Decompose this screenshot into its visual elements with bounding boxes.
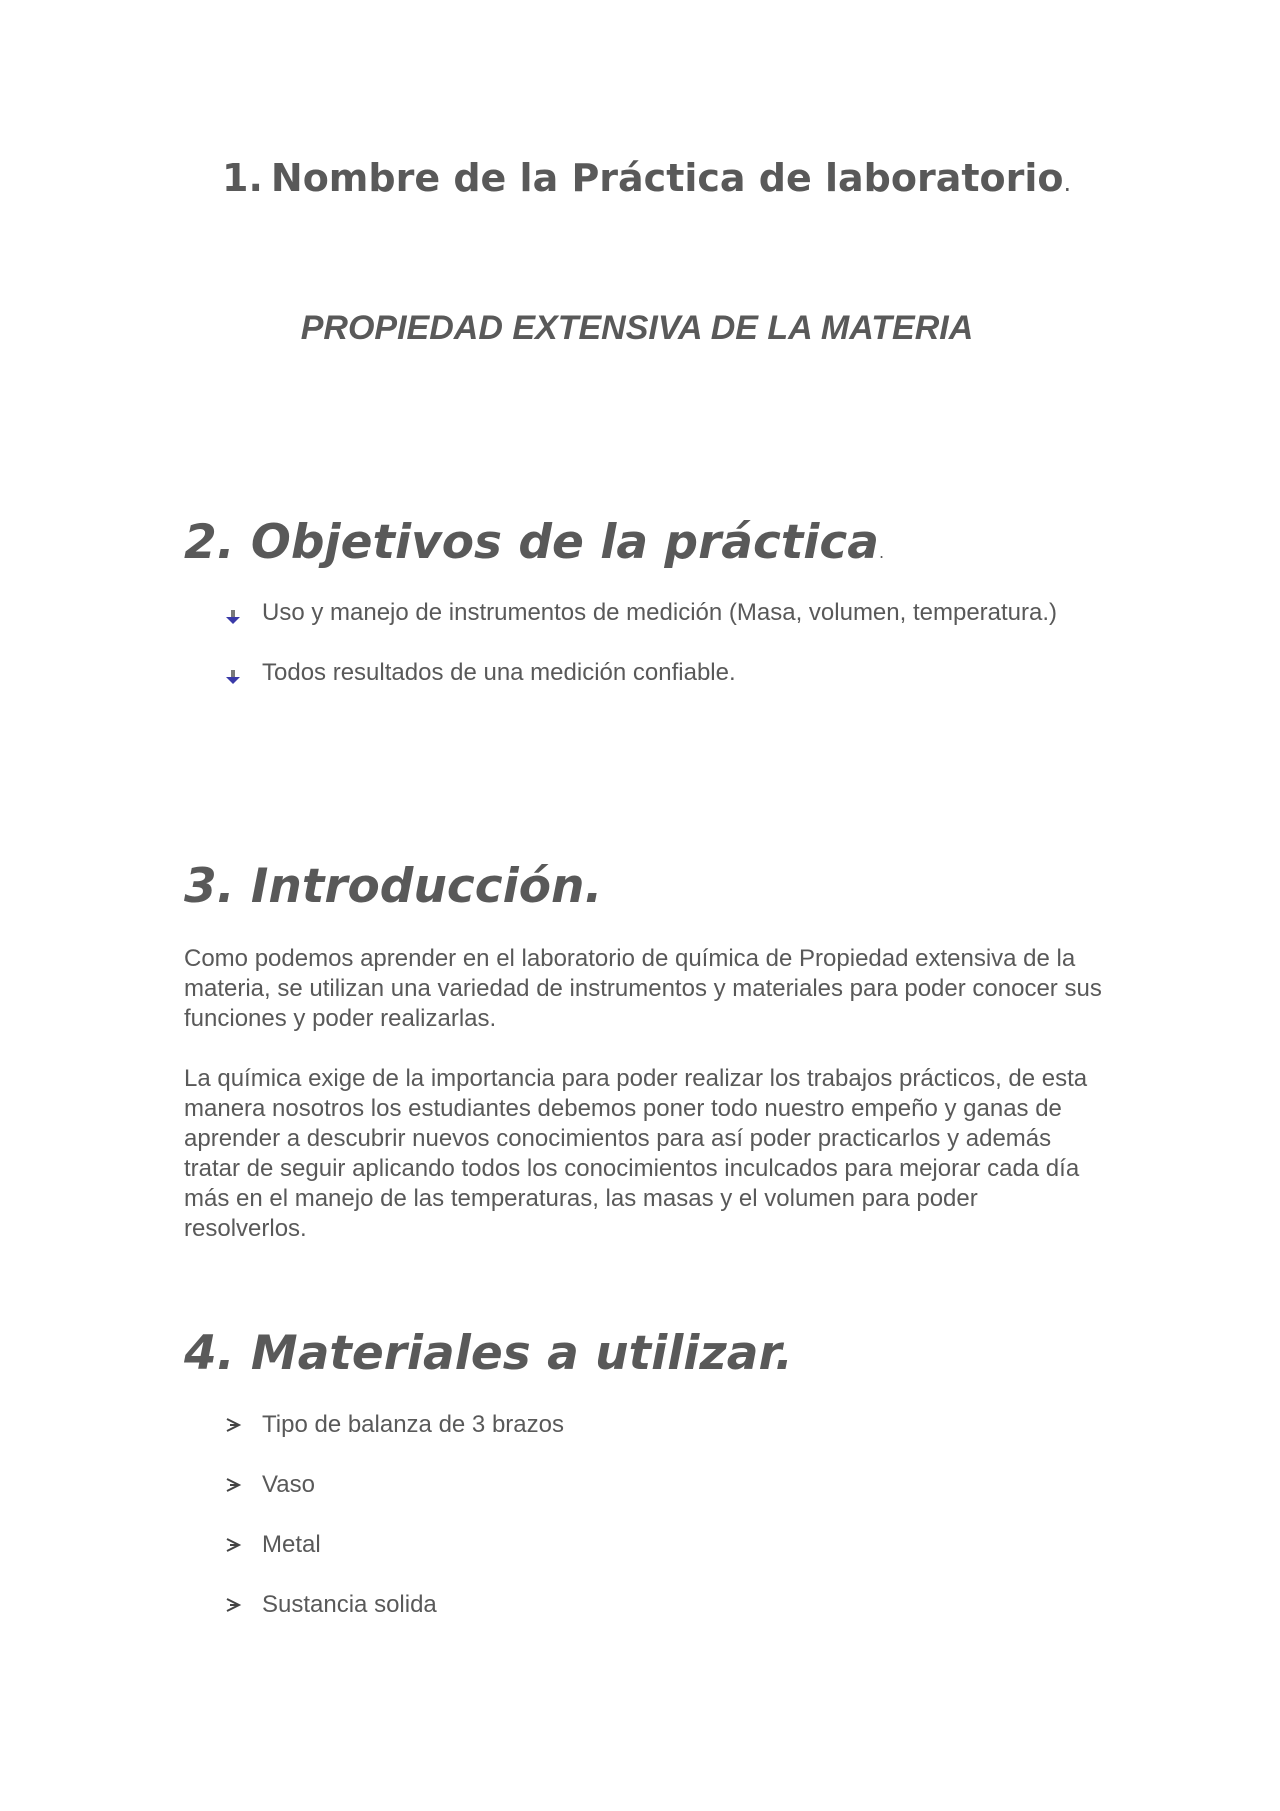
materials-list <box>224 1410 1104 1650</box>
arrowhead-bullet-icon <box>224 1536 242 1554</box>
section-4-title: 4. Materiales a utilizar. <box>184 1326 793 1381</box>
arrowhead-bullet-icon <box>224 1476 242 1494</box>
list-item <box>224 1590 1104 1620</box>
objective-text: Todos resultados de una medición confiable. <box>262 659 736 686</box>
list-item <box>224 658 1104 688</box>
section-2-heading <box>184 514 884 582</box>
list-item <box>224 1470 1104 1500</box>
arrow-down-bullet-icon <box>224 604 242 622</box>
arrowhead-bullet-icon <box>224 1416 242 1434</box>
section-3-heading <box>184 858 602 916</box>
list-item <box>224 1530 1104 1560</box>
list-item <box>224 598 1104 628</box>
practice-name <box>0 308 1280 348</box>
section-1-period: . <box>1063 169 1072 197</box>
list-item <box>224 1410 1104 1440</box>
material-text: Tipo de balanza de 3 brazos <box>262 1411 564 1438</box>
material-text: Metal <box>262 1531 321 1558</box>
material-text: Sustancia solida <box>262 1591 437 1618</box>
section-2-period: . <box>878 543 885 562</box>
objectives-list <box>224 598 1104 718</box>
section-3-title: 3. Introducción. <box>184 859 603 914</box>
objective-text: Uso y manejo de instrumentos de medición (Masa, volumen, temperatura.) <box>262 599 1058 626</box>
section-2-title: 2. Objetivos de la práctica <box>184 515 879 570</box>
intro-paragraph: Como podemos aprender en el laboratorio de química de Propiedad extensiva de la materia, se utilizan una variedad de instrumentos y materiales para poder conocer sus funciones y poder realizarlas. <box>184 945 1102 1032</box>
material-text: Vaso <box>262 1471 315 1498</box>
arrow-down-bullet-icon <box>224 664 242 682</box>
section-1-heading <box>222 152 1071 209</box>
section-1-number: 1. <box>222 156 263 200</box>
section-1-title: Nombre de la Práctica de laboratorio <box>270 156 1064 200</box>
practice-name-text: PROPIEDAD EXTENSIVA DE LA MATERIA <box>300 309 974 347</box>
section-4-heading <box>184 1325 793 1383</box>
arrowhead-bullet-icon <box>224 1596 242 1614</box>
intro-paragraph: La química exige de la importancia para poder realizar los trabajos prácticos, de esta manera nosotros los estudiantes debemos poner todo nuestro empeño y ganas de aprender a descubrir nuevos conocimientos para así poder practicarlos y además tratar de seguir aplicando todos los conocimientos inculcados para mejorar cada día más en el manejo de las temperaturas, las masas y el volumen para poder resolverlos. <box>184 1065 1088 1242</box>
